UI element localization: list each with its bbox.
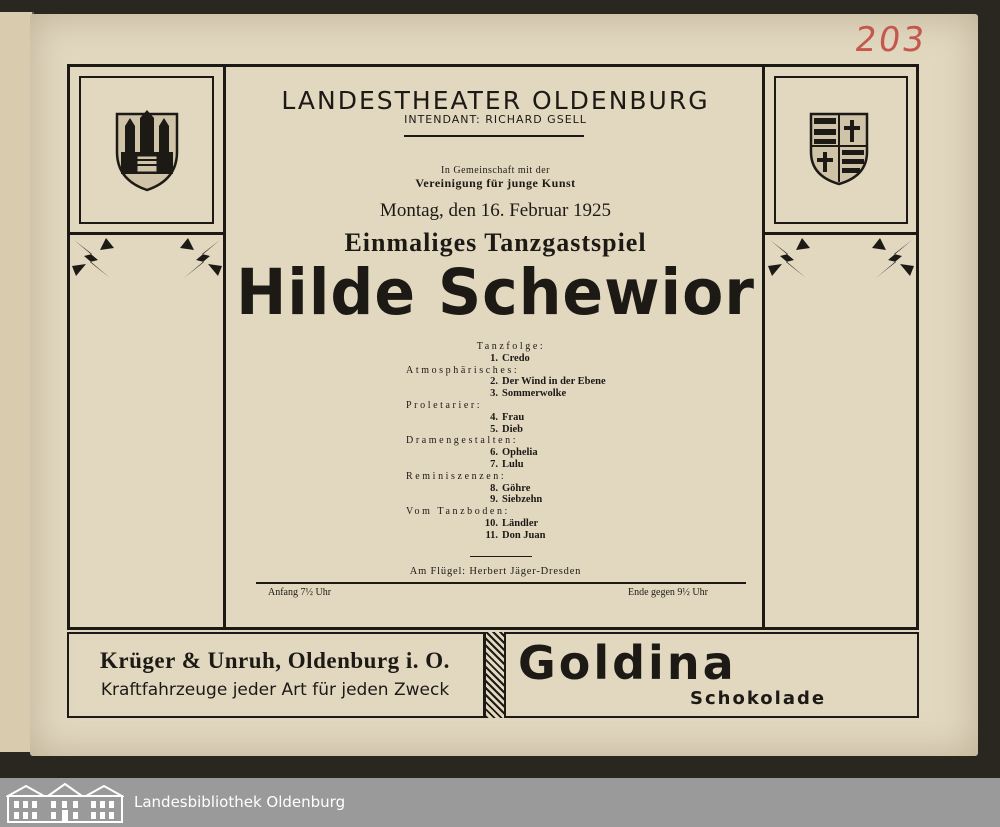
dance-program: [406, 341, 606, 542]
program-item: 9. Siebzehn: [490, 494, 543, 506]
left-page-edge: [0, 12, 34, 752]
lightning-bolt-icon: [176, 236, 224, 282]
intendant-line: INTENDANT: RICHARD GSELL: [404, 113, 587, 126]
end-time: Ende gegen 9½ Uhr: [628, 587, 708, 598]
program-item: 4. Frau: [490, 411, 525, 423]
performer-name: Hilde Schewior: [236, 256, 755, 330]
program-item: 5. Dieb: [490, 423, 523, 435]
start-time: Anfang 7½ Uhr: [268, 587, 332, 598]
right-column-divider: [762, 64, 765, 630]
program-item: 2. Der Wind in der Ebene: [490, 376, 606, 388]
library-building-logo-icon: [6, 782, 124, 824]
times-divider: [256, 582, 746, 584]
program-item: 3. Sommerwolke: [490, 388, 567, 400]
program-item: 6. Ophelia: [490, 447, 538, 459]
ad-goldina-subtitle: Schokolade: [690, 688, 827, 709]
program-section-header: Proletarier:: [406, 399, 483, 411]
ad-goldina-title: Goldina: [518, 636, 737, 690]
program-section-header: Dramengestalten:: [406, 435, 519, 447]
program-item: 10. Ländler: [484, 517, 539, 529]
program-item: 1. Credo: [490, 352, 530, 364]
lightning-bolt-icon: [766, 236, 814, 282]
cooperation-line: In Gemeinschaft mit der: [441, 165, 550, 176]
right-crest-rule: [762, 232, 919, 235]
program-heading: Tanzfolge:: [476, 341, 546, 352]
lightning-bolt-icon: [868, 236, 916, 282]
library-name: Landesbibliothek Oldenburg: [134, 793, 346, 811]
oldenburg-state-crest-icon: [808, 110, 870, 186]
ad-krueger-subtitle: Kraftfahrzeuge jeder Art für jeden Zweck: [100, 680, 450, 700]
program-item: 7. Lulu: [490, 458, 524, 470]
theater-name: LANDESTHEATER OLDENBURG: [281, 86, 710, 115]
organization-name: Vereinigung für junge Kunst: [415, 176, 576, 190]
program-end-rule: [470, 556, 532, 557]
program-section-header: Reminiszenzen:: [406, 470, 507, 482]
event-date: Montag, den 16. Februar 1925: [379, 200, 612, 221]
ad-krueger-title: Krüger & Unruh, Oldenburg i. O.: [100, 648, 450, 673]
oldenburg-city-crest-icon: [113, 108, 181, 192]
left-column-divider: [223, 64, 226, 630]
left-crest-rule: [67, 232, 226, 235]
handwritten-page-number: 203: [852, 20, 929, 60]
program-section-header: Vom Tanzboden:: [406, 506, 510, 518]
header-divider: [404, 135, 584, 137]
program-section-header: Atmosphärisches:: [406, 364, 520, 376]
lightning-bolt-icon: [70, 236, 118, 282]
event-subtitle: Einmaliges Tanzgastspiel: [344, 228, 647, 257]
ad-krueger-box: [67, 632, 485, 718]
accompanist-line: Am Flügel: Herbert Jäger-Dresden: [409, 566, 582, 577]
program-item: 8. Göhre: [490, 482, 531, 494]
program-item: 11. Don Juan: [485, 529, 546, 541]
ad-ornament-strip: [484, 632, 506, 718]
